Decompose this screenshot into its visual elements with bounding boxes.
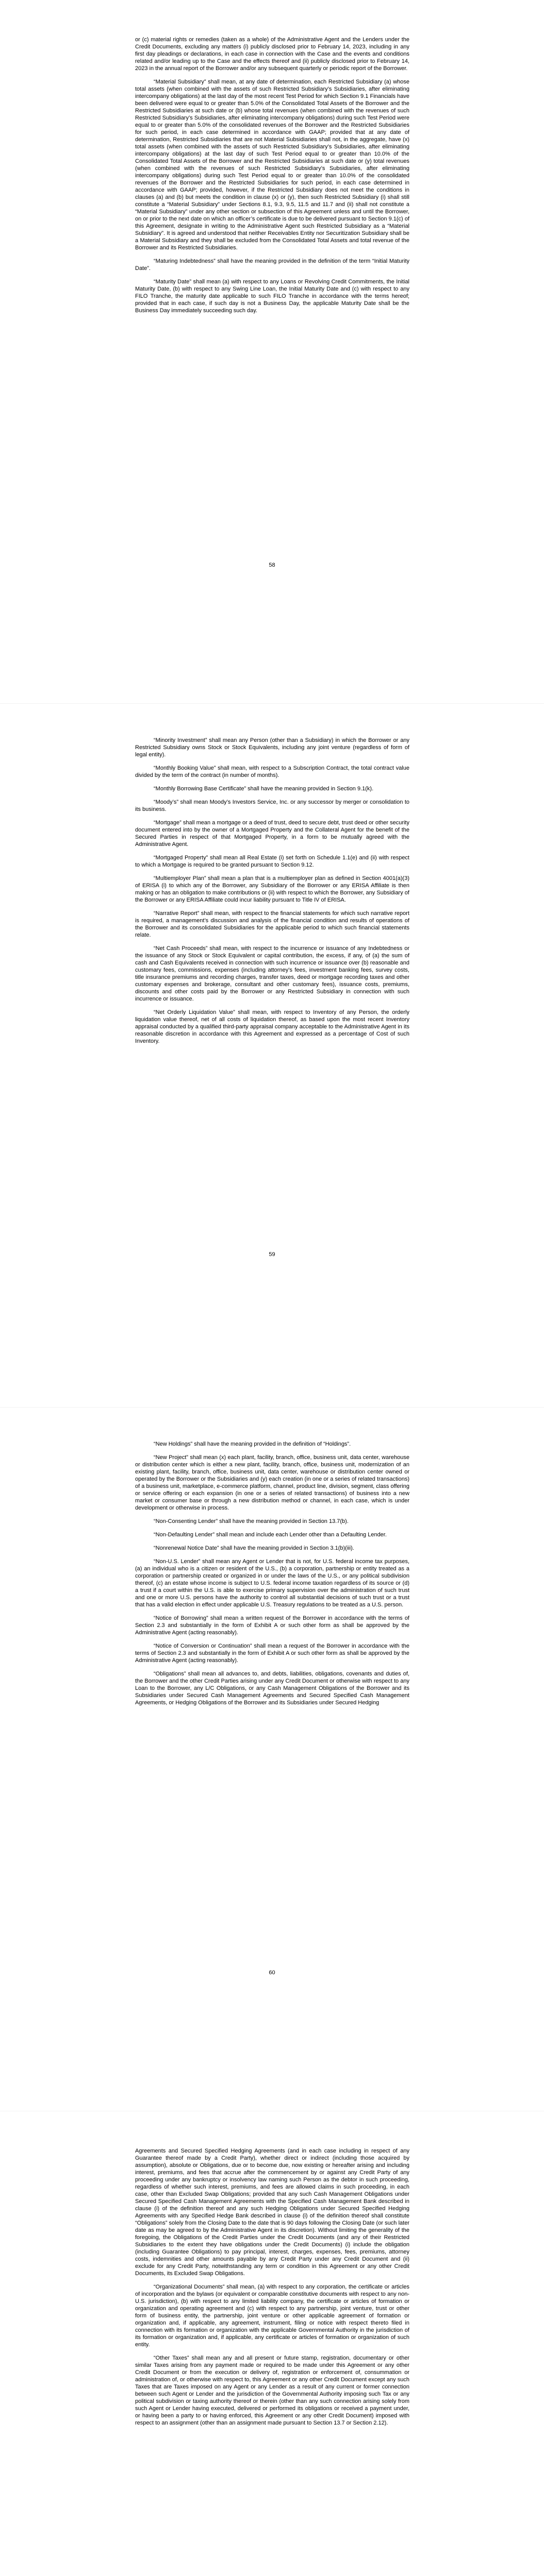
paragraph: “Net Orderly Liquidation Value” shall mean, with respect to Inventory of any Person, the orderly liquidation value thereof, net of all costs of liquidation thereof, as based upon the most recent Inventory appraisal conducted by a qualified third-party appraisal company acceptable to the Administrative Agent in its reasonable discretion in accordance with this Agreement and expressed as a percentage of Cost of such Inventory.	[135, 1009, 409, 1044]
paragraph: “Notice of Conversion or Continuation” shall mean a request of the Borrower in accordance with the terms of Section 2.3 and substantially in the form of Exhibit A or such other form as shall be approved by the Administrative Agent (acting reasonably).	[135, 1643, 409, 1664]
paragraph: “Non-U.S. Lender” shall mean any Agent or Lender that is not, for U.S. federal income tax purposes, (a) an individual who is a citizen or resident of the U.S., (b) a corporation, partnership or entity treated as a corporation or partnership created or organized in or under the laws of the U.S., or any political subdivision thereof, (c) an estate whose income is subject to U.S. federal income taxation regardless of its source or (d) a trust if a court within the U.S. is able to exercise primary supervision over the administration of such trust and one or more U.S. persons have the authority to control all substantial decisions of such trust or a trust that has a valid election in effect under applicable U.S. Treasury regulations to be treated as a U.S. person.	[135, 1558, 409, 1608]
paragraph: “Monthly Booking Value” shall mean, with respect to a Subscription Contract, the total contract value divided by the term of the contract (in number of months).	[135, 765, 409, 778]
paragraph: “Non-Defaulting Lender” shall mean and include each Lender other than a Defaulting Lender.	[154, 1532, 387, 1538]
page-content	[135, 737, 409, 1051]
paragraph: “Notice of Borrowing” shall mean a written request of the Borrower in accordance with the terms of Section 2.3 and substantially in the form of Exhibit A or such other form as shall be approved by the Administrative Agent (acting reasonably).	[135, 1615, 409, 1636]
paragraph: “Net Cash Proceeds” shall mean, with respect to the incurrence or issuance of any Indebtedness or the issuance of any Stock or Stock Equivalent or capital contribution, the excess, if any, of (a) the sum of cash and Cash Equivalents received in connection with such incurrence or issuance over (b) reasonable and customary fees, commissions, expenses (including attorney’s fees, investment banking fees, survey costs, title insurance premiums and recording charges, transfer taxes, deed or mortgage recording taxes and other customary expenses and brokerage, consultant and other customary fees), issuance costs, premiums, discounts and other costs paid by the Borrower or any Restricted Subsidiary in connection with such incurrence or issuance.	[135, 945, 409, 1002]
paragraph: or (c) material rights or remedies (taken as a whole) of the Administrative Agent and the Lenders under the Credit Documents, excluding any matters (i) publicly disclosed prior to February 14, 2023, including in any first day pleadings or declarations, in each case in connection with the Case and the events and conditions related and/or leading up to the Case and the effects thereof and (ii) publicly disclosed prior to February 14, 2023 in the annual report of the Borrower and/or any subsequent quarterly or periodic report of the Borrower.	[135, 37, 409, 72]
paragraph: “Non-Consenting Lender” shall have the meaning provided in Section 13.7(b).	[154, 1518, 349, 1524]
paragraph: “New Project” shall mean (x) each plant, facility, branch, office, business unit, data center, warehouse or distribution center which is either a new plant, facility, branch, office, business unit, modernization of an existing plant, facility, branch, office, business unit, data center, warehouse or distribution center owned or operated by the Borrower or the Subsidiaries and (y) each creation (in one or a series of related transactions) of a business unit, marketplace, e-commerce platform, channel, product line, division, segment, class offering or service offering or each expansion (in one or a series of related transactions) of business into a new market or consumer base or through a new distribution method or channel, in each case, which is under development or otherwise in process.	[135, 1454, 409, 1511]
document-page	[0, 0, 544, 703]
paragraph: “Mortgaged Property” shall mean all Real Estate (i) set forth on Schedule 1.1(e) and (ii) with respect to which a Mortgage is required to be granted pursuant to Section 9.12.	[135, 855, 409, 868]
page-number: 58	[269, 562, 275, 568]
page-content	[135, 1440, 409, 1713]
paragraph: “New Holdings” shall have the meaning provided in the definition of “Holdings”.	[154, 1441, 351, 1447]
paragraph: “Mortgage” shall mean a mortgage or a deed of trust, deed to secure debt, trust deed or other security document entered into by the owner of a Mortgaged Property and the Collateral Agent for the benefit of the Secured Parties in respect of that Mortgaged Property, in a form to be mutually agreed with the Administrative Agent.	[135, 820, 409, 848]
paragraph: “Moody’s” shall mean Moody’s Investors Service, Inc. or any successor by merger or consolidation to its business.	[135, 799, 409, 812]
paragraph: “Multiemployer Plan” shall mean a plan that is a multiemployer plan as defined in Section 4001(a)(3) of ERISA (i) to which any of the Borrower, any Subsidiary of the Borrower or any ERISA Affiliate is then making or has an obligation to make contributions or (ii) with respect to which the Borrower, any Subsidiary of the Borrower or any ERISA Affiliate could incur liability pursuant to Title IV of ERISA.	[135, 875, 409, 903]
document-page	[0, 704, 544, 1407]
paragraph: “Nonrenewal Notice Date” shall have the meaning provided in Section 3.1(b)(iii).	[154, 1545, 354, 1551]
paragraph: “Narrative Report” shall mean, with respect to the financial statements for which such narrative report is required, a management’s discussion and analysis of the financial condition and results of operations of the Borrower and its consolidated Subsidiaries for the applicable period to which such financial statements relate.	[135, 910, 409, 938]
paragraph: “Material Subsidiary” shall mean, at any date of determination, each Restricted Subsidiary (a) whose total assets (when combined with the assets of such Restricted Subsidiary’s Subsidiaries, after eliminating intercompany obligations) at the last day of the most recent Test Period for which Section 9.1 Financials have been delivered were equal to or greater than 5.0% of the Consolidated Total Assets of the Borrower and the Restricted Subsidiaries at such date or (b) whose total revenues (when combined with the revenues of such Restricted Subsidiary’s Subsidiaries, after eliminating intercompany obligations) during such Test Period were equal to or greater than 5.0% of the consolidated revenues of the Borrower and the Restricted Subsidiaries for such period, in each case determined in accordance with GAAP; provided that at any date of determination, Restricted Subsidiaries that are not Material Subsidiaries shall not, in the aggregate, have (x) total assets (when combined with the assets of such Restricted Subsidiary’s Subsidiaries, after eliminating intercompany obligations) at the last day of such Test Period equal to or greater than 10.0% of the Consolidated Total Assets of the Borrower and the Restricted Subsidiaries at such date or (y) total revenues (when combined with the revenues of such Restricted Subsidiary’s Subsidiaries, after eliminating intercompany obligations) during such Test Period equal to or greater than 10.0% of the consolidated revenues of the Borrower and the Restricted Subsidiaries for such period, in each case determined in accordance with GAAP; provided, however, if the Restricted Subsidiary does not meet the conditions in clauses (a) and (b) but meets the condition in clause (x) or (y), then such Restricted Subsidiary (i) shall still constitute a “Material Subsidiary” under Sections 8.1, 9.3, 9.5, 11.5 and 11.7 and (ii) shall not constitute a “Material Subsidiary” under any other section or subsection of this Agreement unless and until the Borrower, on or prior to the next date on which an officer’s certificate is due to be delivered pursuant to Section 9.1(c) of this Agreement, designate in writing to the Administrative Agent such Restricted Subsidiary as a “Material Subsidiary”. It is agreed and understood that neither Receivables Entity nor Securitization Subsidiary shall be a Material Subsidiary and they shall be excluded from the Consolidated Total Assets and total revenue of the Borrower and its Restricted Subsidiaries.	[135, 79, 409, 251]
page-number: 59	[269, 1251, 275, 1258]
paragraph: “Monthly Borrowing Base Certificate” shall have the meaning provided in Section 9.1(k).	[154, 786, 374, 792]
page-number: 60	[269, 1970, 275, 1976]
page-content	[135, 36, 409, 320]
page-content	[135, 2147, 409, 2433]
paragraph: “Maturing Indebtedness” shall have the meaning provided in the definition of the term “Initial Maturity Date”.	[135, 258, 409, 272]
paragraph: “Obligations” shall mean all advances to, and debts, liabilities, obligations, covenants and duties of, the Borrower and the other Credit Parties arising under any Credit Document or otherwise with respect to any Loan to the Borrower, any L/C Obligations, or any Cash Management Obligations of the Borrower and its Subsidiaries under Secured Cash Management Agreements and Secured Specified Cash Management Agreements, or Hedging Obligations of the Borrower and its Subsidiaries under Secured Hedging	[135, 1671, 409, 1706]
paragraph: “Minority Investment” shall mean any Person (other than a Subsidiary) in which the Borrower or any Restricted Subsidiary owns Stock or Stock Equivalents, including any joint venture (regardless of form of legal entity).	[135, 737, 409, 758]
paragraph: “Maturity Date” shall mean (a) with respect to any Loans or Revolving Credit Commitments, the Initial Maturity Date, (b) with respect to any Swing Line Loan, the Initial Maturity Date and (c) with respect to any FILO Tranche, the maturity date applicable to such FILO Tranche in accordance with the terms hereof; provided that in each case, if such day is not a Business Day, the applicable Maturity Date shall be the Business Day immediately succeeding such day.	[135, 279, 409, 314]
paragraph: “Organizational Documents” shall mean, (a) with respect to any corporation, the certificate or articles of incorporation and the bylaws (or equivalent or comparable constitutive documents with respect to any non-U.S. jurisdiction), (b) with respect to any limited liability company, the certificate or articles of formation or organization and operating agreement and (c) with respect to any partnership, joint venture, trust or other form of business entity, the partnership, joint venture or other applicable agreement of formation or organization and, if applicable, any agreement, instrument, filing or notice with respect thereto filed in connection with its formation or organization with the applicable Governmental Authority in the jurisdiction of its formation or organization and, if applicable, any certificate or articles of formation or organization of such entity.	[135, 2284, 409, 2348]
paragraph: “Other Taxes” shall mean any and all present or future stamp, registration, documentary or other similar Taxes arising from any payment made or required to be made under this Agreement or any other Credit Document or from the execution or delivery of, registration or enforcement of, consummation or administration of, or otherwise with respect to, this Agreement or any other Credit Document except any such Taxes that are Taxes imposed on any Agent or any Lender as a result of any current or former connection between such Agent or Lender and the jurisdiction of the Governmental Authority imposing such Tax or any political subdivision or taxing authority thereof or therein (other than any such connection arising solely from such Agent or Lender having executed, delivered or performed its obligations or received a payment under, or having been a party to or having enforced, this Agreement or any other Credit Document) imposed with respect to an assignment (other than an assignment made pursuant to Section 13.7 or Section 2.12).	[135, 2355, 409, 2426]
paragraph: Agreements and Secured Specified Hedging Agreements (and in each case including in respect of any Guarantee thereof made by a Credit Party), whether direct or indirect (including those acquired by assumption), absolute or Obligations, due or to become due, now existing or hereafter arising and including interest, premiums, and fees that accrue after the commencement by or against any Credit Party of any proceeding under any bankruptcy or insolvency law naming such Person as the debtor in such proceeding, regardless of whether such interest, premiums, and fees are allowed claims in such proceeding, in each case, other than Excluded Swap Obligations; provided that any such Cash Management Obligations under Secured Specified Cash Management Agreements with the Specified Cash Management Bank described in clause (i) of the definition thereof and any such Hedging Obligations under Secured Specified Hedging Agreements with any Specified Hedge Bank described in clause (i) of the definition thereof shall constitute “Obligations” solely from the Closing Date to the date that is 90 days following the Closing Date (or such later date as may be agreed to by the Administrative Agent in its discretion). Without limiting the generality of the foregoing, the Obligations of the Credit Parties under the Credit Documents (and any of their Restricted Subsidiaries to the extent they have obligations under the Credit Documents) (i) include the obligation (including Guarantee Obligations) to pay principal, interest, charges, expenses, fees, premiums, attorney costs, indemnities and other amounts payable by any Credit Party under any Credit Document and (ii) exclude for any Credit Party, notwithstanding any term or condition in this Agreement or any other Credit Documents, its Excluded Swap Obligations.	[135, 2148, 409, 2277]
document-page	[0, 2111, 544, 2576]
document-page	[0, 1408, 544, 2111]
